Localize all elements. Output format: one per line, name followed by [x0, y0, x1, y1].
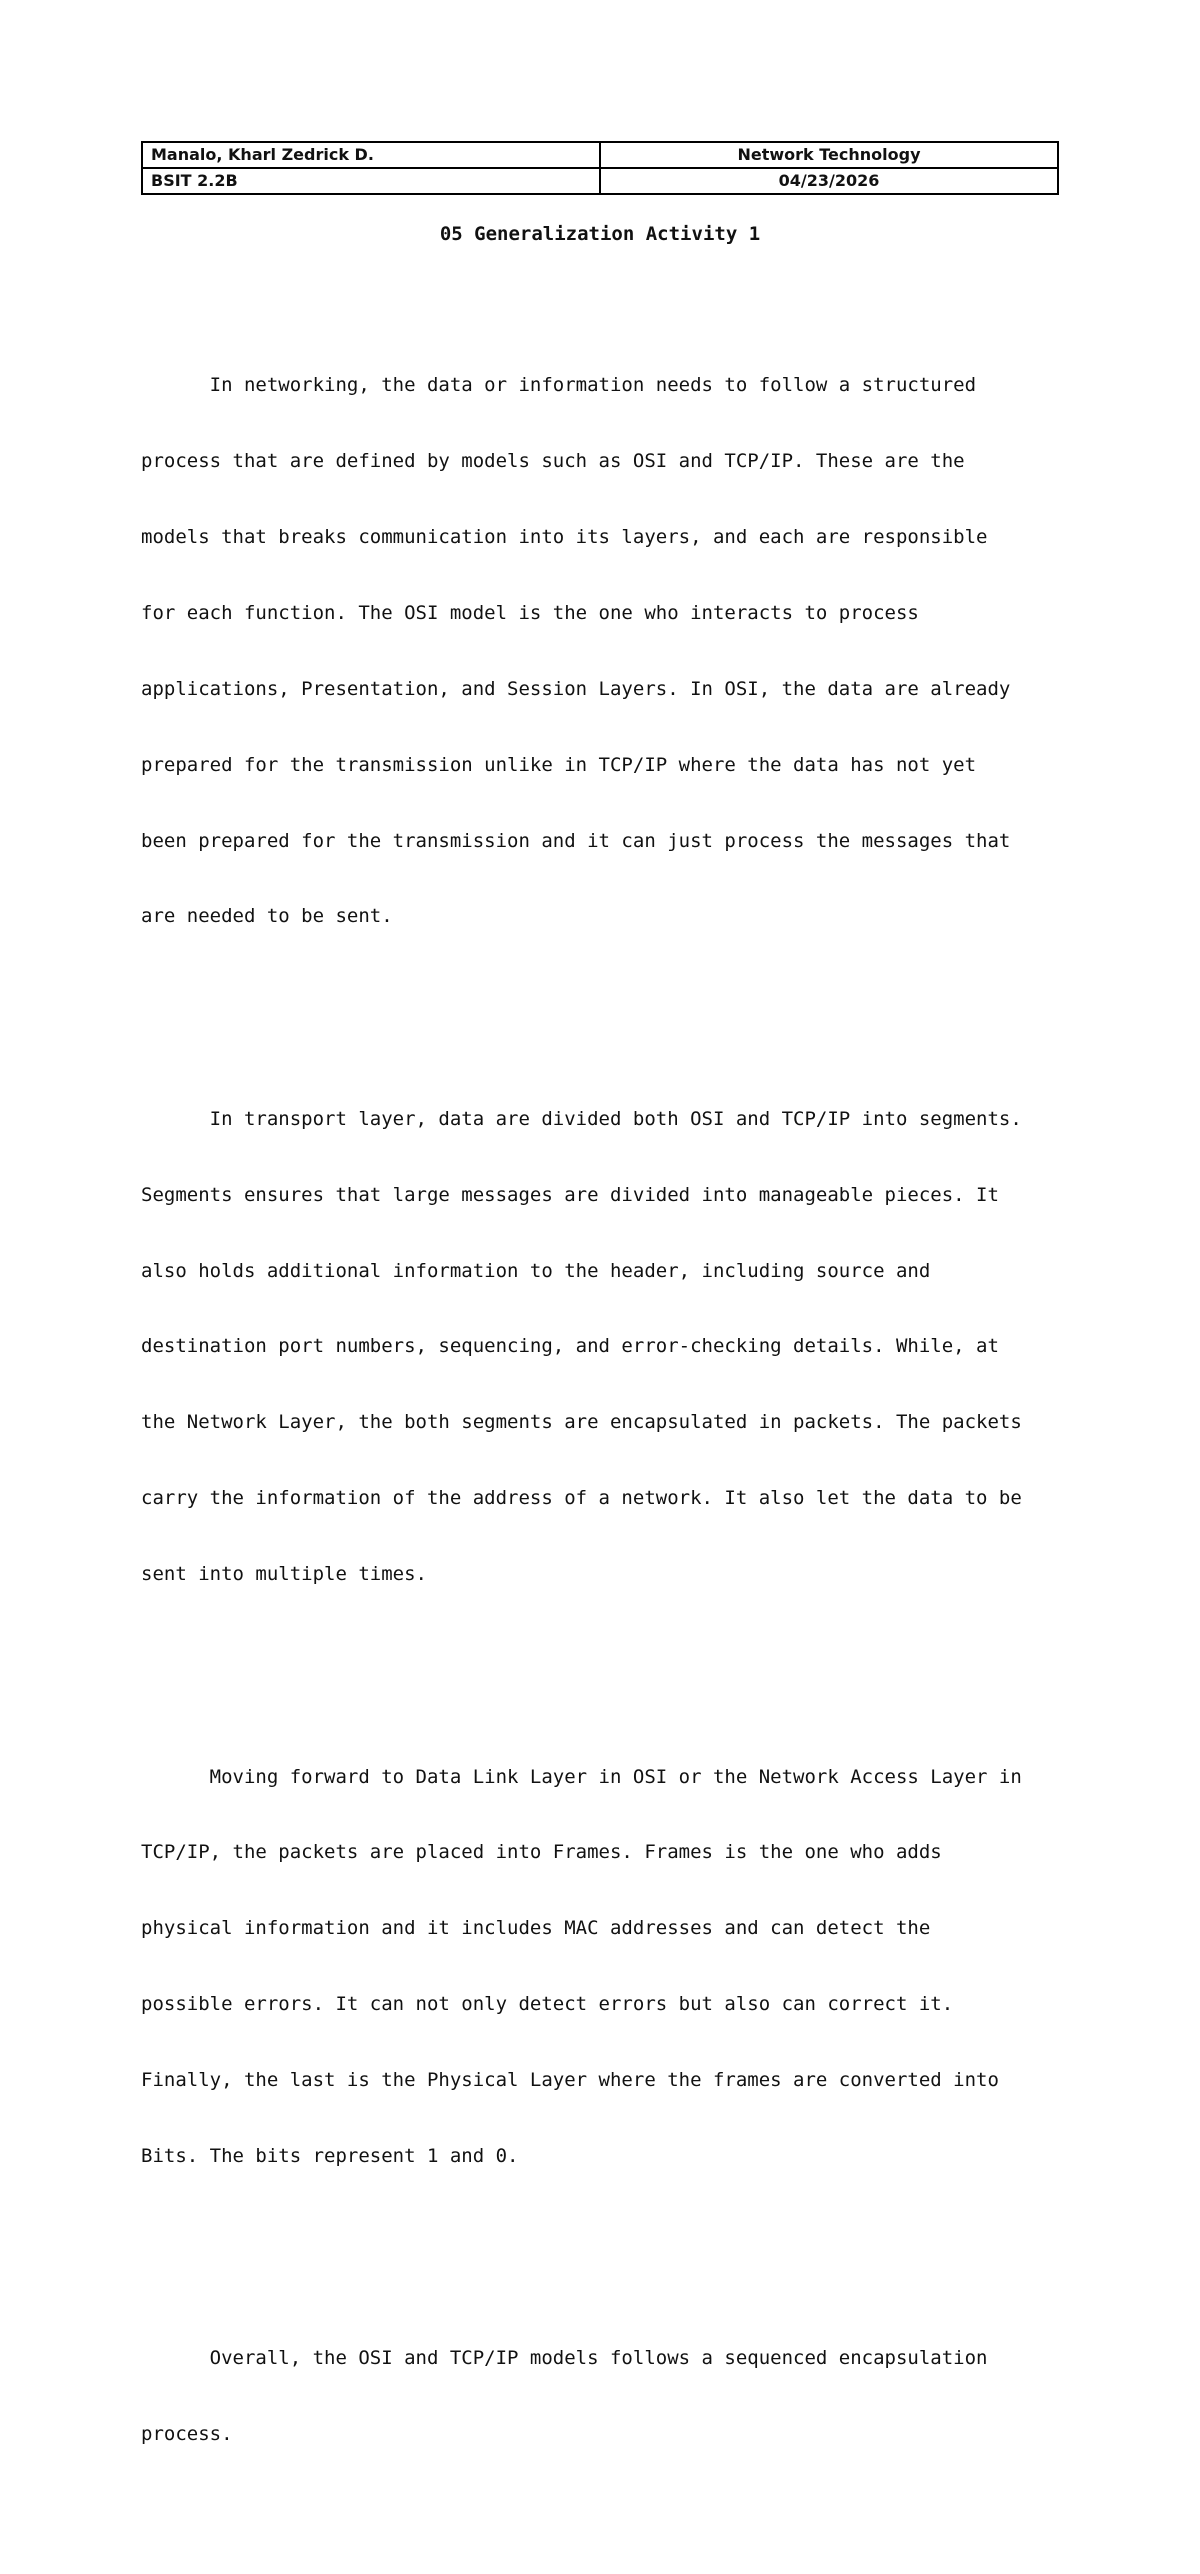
subject-name: Network Technology: [600, 142, 1058, 168]
text-line: In networking, the data or information needs to follow a structured: [141, 374, 977, 397]
text-line: process that are defined by models such as OSI and TCP/IP. These are the: [141, 450, 965, 473]
text-line: models that breaks communication into its layers, and each are responsible: [141, 525, 988, 548]
paragraph-2: [141, 1056, 1061, 1638]
paragraph-1: [141, 323, 1061, 981]
text-line: the Network Layer, the both segments are encapsulated in packets. The packets: [141, 1411, 1022, 1434]
text-line: TCP/IP, the packets are placed into Frames. Frames is the one who adds: [141, 1841, 942, 1864]
date-label: 04/23/2026: [600, 168, 1058, 194]
text-line: destination port numbers, sequencing, and error-checking details. While, at: [141, 1335, 999, 1358]
text-line: carry the information of the address of a network. It also let the data to be: [141, 1487, 1022, 1510]
section-label: BSIT 2.2B: [142, 168, 600, 194]
header-row-2: [142, 168, 1058, 194]
text-line: process.: [141, 2423, 233, 2446]
document-title: 05 Generalization Activity 1: [439, 223, 761, 245]
text-line: also holds additional information to the header, including source and: [141, 1259, 931, 1282]
text-line: physical information and it includes MAC addresses and can detect the: [141, 1917, 931, 1940]
text-line: Moving forward to Data Link Layer in OSI or the Network Access Layer in: [141, 1765, 1022, 1788]
text-line: been prepared for the transmission and it can just process the messages that: [141, 829, 1011, 852]
text-line: are needed to be sent.: [141, 905, 393, 928]
text-line: Segments ensures that large messages are divided into manageable pieces. It: [141, 1183, 999, 1206]
text-line: Finally, the last is the Physical Layer where the frames are converted into: [141, 2069, 999, 2092]
paragraph-3: [141, 1714, 1061, 2220]
text-line: possible errors. It can not only detect errors but also can correct it.: [141, 1993, 954, 2016]
text-line: for each function. The OSI model is the one who interacts to process: [141, 601, 919, 624]
text-line: applications, Presentation, and Session Layers. In OSI, the data are already: [141, 677, 1011, 700]
header-row-1: [142, 142, 1058, 168]
document-body: [141, 272, 1061, 2574]
text-line: prepared for the transmission unlike in TCP/IP where the data has not yet: [141, 753, 977, 776]
text-line: Bits. The bits represent 1 and 0.: [141, 2144, 519, 2167]
text-line: In transport layer, data are divided both OSI and TCP/IP into segments.: [141, 1107, 1022, 1130]
paragraph-4: [141, 2296, 1061, 2498]
text-line: Overall, the OSI and TCP/IP models follows a sequenced encapsulation: [141, 2347, 988, 2370]
student-name: Manalo, Kharl Zedrick D.: [142, 142, 600, 168]
text-line: sent into multiple times.: [141, 1563, 427, 1586]
header-table: [141, 141, 1059, 195]
